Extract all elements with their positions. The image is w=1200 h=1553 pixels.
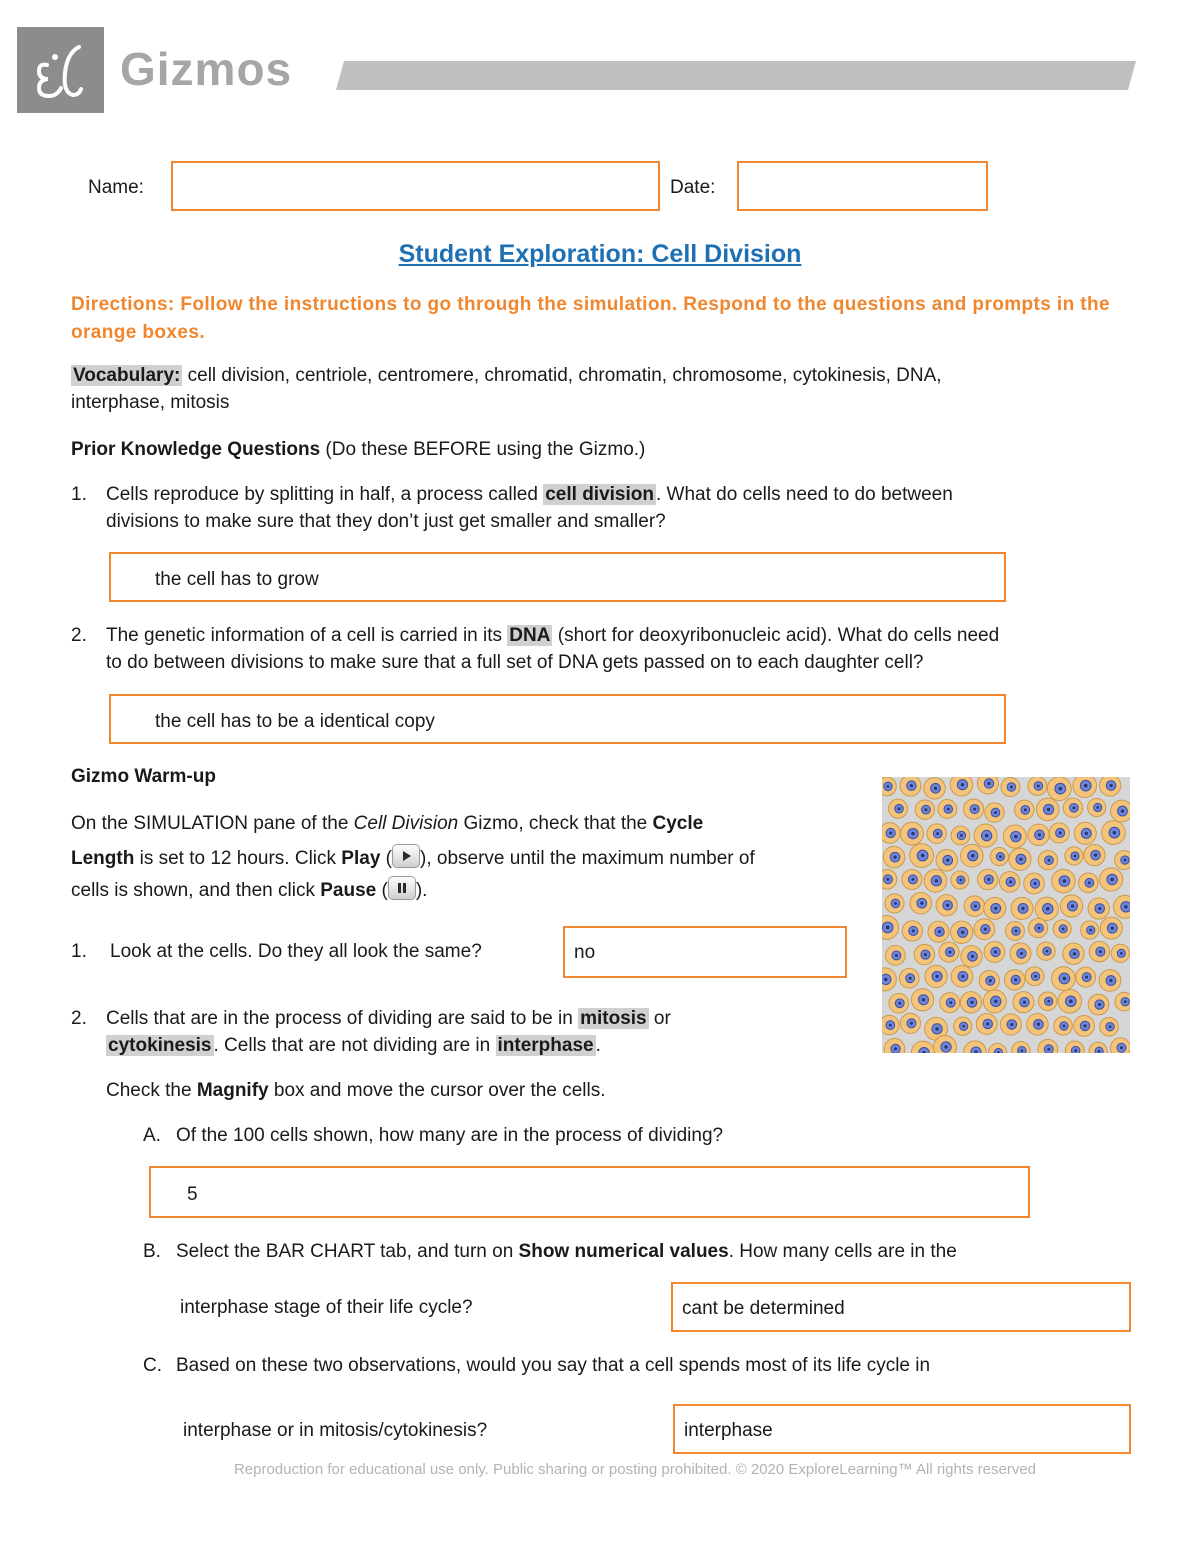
cell-graphic [911, 1041, 934, 1053]
cell-graphic [1081, 921, 1099, 939]
cell-graphic [960, 844, 983, 867]
cell-graphic [927, 824, 947, 844]
sub-b-l1-a: Select the BAR CHART tab, and turn on [176, 1241, 519, 1262]
cell-graphic [910, 892, 932, 914]
cell-graphic [1001, 778, 1020, 797]
cell-graphic [964, 1041, 987, 1053]
prior-q2-number: 2. [71, 625, 87, 646]
cell-graphic [1010, 943, 1031, 964]
sub-b-line-1 [176, 1241, 957, 1263]
vocabulary-label: Vocabulary: [73, 365, 181, 386]
term-cell-division: cell division [545, 484, 654, 505]
warmup-p1-a: On the SIMULATION pane of the [71, 813, 354, 834]
cell-graphic [1054, 1017, 1073, 1036]
cell-graphic [1028, 918, 1047, 937]
cell-graphic [889, 993, 909, 1013]
cell-graphic [884, 1039, 905, 1053]
cell-graphic [1005, 921, 1024, 940]
sub-a-answer-box[interactable] [149, 1166, 1030, 1218]
warmup-paragraph-line-3 [71, 876, 427, 902]
logo-badge [17, 27, 104, 113]
cell-graphic [1088, 898, 1109, 919]
prior-knowledge-heading [71, 439, 645, 461]
cell-graphic [1036, 798, 1059, 821]
cell-graphic [964, 896, 985, 917]
cell-graphic [1100, 868, 1123, 891]
prior-q2-pre: The genetic information of a cell is carried in its [106, 625, 508, 646]
warmup-paragraph-line-1 [71, 813, 703, 835]
sub-a-letter: A. [143, 1125, 161, 1146]
prior-q1-post: . What do cells need to do between [656, 484, 953, 505]
cell-graphic [1100, 1017, 1119, 1036]
cell-graphic [1100, 917, 1122, 939]
vocabulary-line-1 [71, 365, 942, 387]
cell-graphic [1074, 1016, 1095, 1037]
cell-graphic [983, 990, 1006, 1013]
cell-graphic [1037, 942, 1055, 960]
warmup-q2-line-1 [106, 1008, 671, 1030]
prior-q2-post: (short for deoxyribonucleic acid). What do cells need [552, 625, 1000, 646]
cell-graphic [882, 916, 899, 940]
explorelearning-logo-icon [17, 27, 104, 113]
cell-graphic [1115, 992, 1130, 1011]
prior-q2-line-2: to do between divisions to make sure that a full set of DNA gets passed on to each daughter cell? [106, 652, 924, 673]
cell-graphic [990, 848, 1008, 866]
magnify-label: Magnify [196, 1080, 269, 1101]
prior-q1-pre: Cells reproduce by splitting in half, a process called [106, 484, 544, 505]
magnify-instruction [106, 1080, 606, 1102]
cell-graphic [1049, 823, 1069, 843]
cell-graphic [1089, 941, 1109, 961]
sub-c-answer: interphase [684, 1420, 773, 1441]
cell-graphic [882, 1015, 899, 1034]
cell-graphic [915, 800, 934, 819]
cell-graphic [961, 946, 982, 967]
cell-graphic [1060, 895, 1082, 917]
cell-graphic [1024, 873, 1045, 894]
warmup-p2-b: ( [380, 848, 392, 869]
warmup-q2-l2-a: . Cells that are not dividing are in [213, 1035, 496, 1056]
cell-graphic [882, 869, 897, 889]
cell-graphic [1084, 845, 1105, 866]
date-field[interactable] [737, 161, 988, 211]
sub-b-answer-box[interactable] [671, 1282, 1131, 1332]
cell-graphic [936, 895, 957, 916]
prior-q1-line-1 [106, 484, 953, 506]
cell-graphic [954, 1017, 972, 1035]
cell-graphic [1028, 824, 1049, 845]
cell-graphic [1088, 994, 1109, 1015]
cell-graphic [910, 844, 934, 868]
cell-graphic [900, 822, 923, 845]
cell-graphic [976, 1013, 997, 1034]
cell-graphic [950, 777, 973, 796]
cell-graphic [939, 942, 959, 962]
cell-graphic [977, 777, 998, 794]
brand-name: Gizmos [120, 43, 293, 95]
cell-graphic [951, 826, 970, 845]
cell-graphic [902, 869, 922, 889]
prior-heading-note: (Do these BEFORE using the Gizmo.) [320, 439, 646, 460]
cell-graphic [899, 968, 919, 988]
cell-graphic [951, 871, 969, 889]
name-field[interactable] [171, 161, 660, 211]
cell-graphic [978, 869, 998, 889]
prior-q2-answer-box[interactable] [109, 694, 1006, 744]
date-label: Date: [670, 177, 716, 198]
warmup-p2-a: is set to 12 hours. Click [134, 848, 342, 869]
sub-c-answer-box[interactable] [673, 1404, 1131, 1454]
play-button-icon [392, 844, 420, 868]
warmup-q2-number: 2. [71, 1008, 87, 1029]
cell-graphic [1052, 869, 1076, 893]
cell-graphic [1047, 777, 1071, 801]
cell-graphic [1058, 989, 1082, 1013]
cell-graphic [885, 946, 905, 966]
cell-graphic [900, 777, 921, 796]
cell-graphic [1035, 897, 1058, 920]
cell-graphic [1063, 798, 1082, 817]
cell-graphic [1099, 777, 1120, 796]
cell-graphic [1004, 970, 1024, 990]
term-dna: DNA [509, 625, 551, 646]
cell-graphic [928, 921, 949, 942]
header-bar [336, 61, 1136, 90]
cell-graphic [964, 799, 984, 819]
pause-button-icon [388, 876, 416, 900]
magnify-post: box and move the cursor over the cells. [268, 1080, 606, 1101]
pause-label: Pause [320, 880, 377, 901]
sub-b-line-2: interphase stage of their life cycle? [180, 1297, 473, 1318]
cell-graphic [1011, 897, 1033, 919]
cell-graphic [1025, 967, 1044, 986]
term-interphase: interphase [497, 1035, 594, 1056]
prior-q1-line-2: divisions to make sure that they don’t just get smaller and smaller? [106, 511, 666, 532]
cell-graphic [933, 1035, 956, 1053]
cell-graphic [1111, 944, 1129, 962]
sub-b-answer: cant be determined [682, 1298, 845, 1319]
cell-graphic [1038, 992, 1057, 1011]
cell-graphic [1015, 800, 1034, 819]
prior-heading-bold: Prior Knowledge Questions [71, 439, 321, 460]
name-label: Name: [88, 177, 144, 198]
cell-graphic [889, 799, 908, 818]
sub-b-l1-c: . How many cells are in the [728, 1241, 957, 1262]
sub-c-letter: C. [143, 1355, 162, 1376]
play-label: Play [341, 848, 381, 869]
cell-graphic [1038, 1039, 1058, 1053]
sub-c-line-1: Based on these two observations, would you say that a cell spends most of its life cycle in [176, 1355, 931, 1376]
sub-a-answer: 5 [187, 1184, 198, 1205]
cell-graphic [1111, 800, 1130, 822]
cell-graphic [914, 944, 934, 964]
cell-graphic [979, 971, 999, 991]
cells-illustration [882, 777, 1130, 1053]
cell-graphic [1009, 848, 1031, 870]
page-title: Student Exploration: Cell Division [398, 240, 802, 268]
cell-graphic [951, 965, 973, 987]
cell-graphic [974, 824, 997, 847]
warmup-q2-l2-b: . [595, 1035, 601, 1056]
sub-b-letter: B. [143, 1241, 161, 1262]
cell-graphic [1065, 1041, 1084, 1053]
warmup-q1-answer: no [574, 942, 596, 963]
cell-graphic [1110, 1038, 1130, 1053]
cell-graphic [960, 992, 981, 1013]
warmup-q1-number: 1. [71, 941, 87, 962]
prior-q1-answer-box[interactable] [109, 552, 1006, 602]
cell-graphic [902, 921, 922, 941]
cell-graphic [1063, 943, 1084, 964]
cell-graphic [885, 894, 904, 913]
cell-graphic [999, 872, 1019, 892]
warmup-q2-l1-a: Cells that are in the process of dividing are said to be in [106, 1008, 579, 1029]
cell-graphic [936, 849, 958, 871]
prior-q1-number: 1. [71, 484, 87, 505]
cell-graphic [1076, 967, 1096, 987]
cell-graphic [974, 919, 995, 940]
cell-graphic [900, 1013, 920, 1033]
vocabulary-terms: cell division, centriole, centromere, chromatid, chromatin, chromosome, cytokinesis, DNA, [182, 365, 942, 386]
warmup-p3-c: ). [415, 880, 428, 901]
cell-graphic [925, 965, 947, 987]
warmup-p3-b: ( [376, 880, 388, 901]
warmup-p3-a: cells is shown, and then click [71, 880, 321, 901]
cell-graphic [911, 989, 933, 1011]
gizmo-name: Cell Division [353, 813, 459, 834]
warmup-q1-answer-box[interactable] [563, 926, 847, 978]
cell-graphic [1000, 1014, 1021, 1035]
cell-graphic [950, 921, 972, 943]
cell-graphic [1088, 798, 1106, 816]
length-label: Length [71, 848, 135, 869]
cycle-label: Cycle [652, 813, 704, 834]
magnify-pre: Check the [106, 1080, 197, 1101]
cell-graphic [1078, 873, 1098, 893]
prior-q2-answer: the cell has to be a identical copy [155, 711, 435, 732]
warmup-p1-b: Gizmo, check that the [458, 813, 653, 834]
warmup-q2-line-2 [106, 1035, 601, 1057]
cell-graphic [924, 869, 947, 892]
cell-graphic [883, 846, 905, 868]
term-mitosis: mitosis [580, 1008, 647, 1029]
cell-graphic [1051, 967, 1075, 991]
cell-graphic [1065, 847, 1083, 865]
footer-copyright: Reproduction for educational use only. Public sharing or posting prohibited. © 2020 ExploreLearning™ All rights reserved [233, 1461, 1037, 1478]
cell-graphic [988, 1043, 1006, 1053]
cell-graphic [985, 803, 1004, 822]
cell-graphic [1028, 777, 1047, 795]
cell-simulation-image [882, 777, 1130, 1053]
cell-graphic [1099, 970, 1121, 992]
show-numerical-values-label: Show numerical values [518, 1241, 729, 1262]
directions-text: Directions: Follow the instructions to go through the simulation. Respond to the questions and prompts in the orange boxes. [71, 294, 1110, 343]
cell-graphic [1115, 851, 1130, 870]
prior-q1-answer: the cell has to grow [155, 569, 319, 590]
warmup-paragraph-line-2 [71, 844, 755, 870]
warmup-q1-text: Look at the cells. Do they all look the same? [110, 941, 482, 962]
cell-graphic [1003, 825, 1026, 848]
cell-graphic [882, 968, 896, 991]
warmup-heading: Gizmo Warm-up [71, 766, 216, 787]
cell-graphic [1038, 851, 1057, 870]
cell-graphic [984, 942, 1005, 963]
cell-graphic [1089, 1042, 1107, 1053]
cell-graphic [1113, 895, 1130, 918]
warmup-q2-l1-b: or [648, 1008, 671, 1029]
cell-graphic [940, 993, 960, 1013]
cell-graphic [1012, 1042, 1030, 1053]
vocabulary-line-2: interphase, mitosis [71, 392, 230, 413]
cell-graphic [1073, 777, 1097, 798]
cell-graphic [984, 897, 1006, 919]
cell-graphic [882, 777, 896, 796]
cell-graphic [1027, 1014, 1049, 1036]
term-cytokinesis: cytokinesis [108, 1035, 212, 1056]
sub-a-text: Of the 100 cells shown, how many are in the process of dividing? [176, 1125, 724, 1146]
cell-graphic [1013, 992, 1034, 1013]
warmup-p2-c: ), observe until the maximum number of [420, 848, 755, 869]
cell-graphic [1102, 821, 1126, 845]
cell-graphic [924, 778, 946, 800]
prior-q2-line-1 [106, 625, 999, 647]
cell-graphic [1053, 920, 1071, 938]
sub-c-line-2: interphase or in mitosis/cytokinesis? [183, 1420, 488, 1441]
cell-graphic [1074, 822, 1096, 844]
cell-graphic [882, 823, 900, 844]
cell-graphic [938, 800, 957, 819]
